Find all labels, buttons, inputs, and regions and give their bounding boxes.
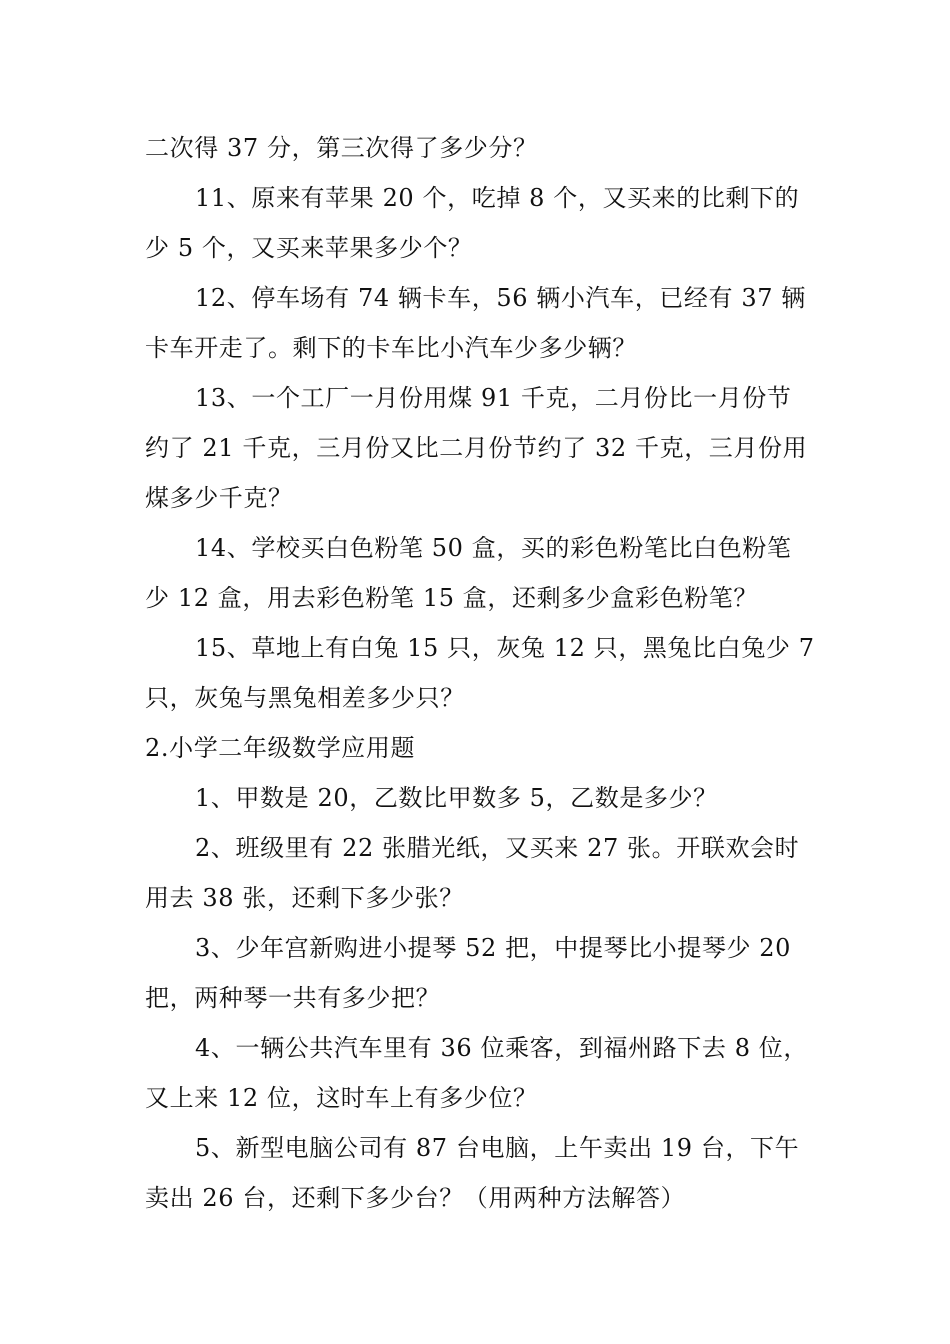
problem-2-line-2: 用去 38 张，还剩下多少张？ [145,884,464,912]
problem-5-line-1: 5、新型电脑公司有 87 台电脑，上午卖出 19 台，下午 [195,1134,800,1162]
problem-13-line-1: 13、一个工厂一月份用煤 91 千克，二月份比一月份节 [195,384,792,412]
problem-1-line-1: 1、甲数是 20，乙数比甲数多 5，乙数是多少？ [195,784,718,812]
problem-15-line-2: 只，灰兔与黑兔相差多少只？ [145,684,465,712]
section-heading: 2.小学二年级数学应用题 [145,734,416,762]
problem-3-line-1: 3、少年宫新购进小提琴 52 把，中提琴比小提琴少 20 [195,934,792,962]
text-line: 二次得 37 分，第三次得了多少分？ [145,134,538,162]
problem-5-line-2: 卖出 26 台，还剩下多少台？（用两种方法解答） [145,1184,686,1212]
problem-14-line-1: 14、学校买白色粉笔 50 盒，买的彩色粉笔比白色粉笔 [195,534,792,562]
problem-15-line-1: 15、草地上有白兔 15 只，灰兔 12 只，黑兔比白兔少 7 [195,634,815,662]
problem-14-line-2: 少 12 盒，用去彩色粉笔 15 盒，还剩多少盒彩色粉笔？ [145,584,758,612]
problem-11-line-2: 少 5 个，又买来苹果多少个？ [145,234,473,262]
problem-4-line-1: 4、一辆公共汽车里有 36 位乘客，到福州路下去 8 位， [195,1034,808,1062]
problem-13-line-2: 约了 21 千克，三月份又比二月份节约了 32 千克，三月份用 [145,434,808,462]
problem-11-line-1: 11、原来有苹果 20 个，吃掉 8 个，又买来的比剩下的 [195,184,800,212]
problem-4-line-2: 又上来 12 位，这时车上有多少位？ [145,1084,538,1112]
problem-12-line-2: 卡车开走了。剩下的卡车比小汽车少多少辆？ [145,334,637,362]
problem-2-line-1: 2、班级里有 22 张腊光纸，又买来 27 张。开联欢会时 [195,834,800,862]
problem-12-line-1: 12、停车场有 74 辆卡车，56 辆小汽车，已经有 37 辆 [195,284,806,312]
problem-3-line-2: 把，两种琴一共有多少把？ [145,984,441,1012]
problem-13-line-3: 煤多少千克？ [145,484,293,512]
